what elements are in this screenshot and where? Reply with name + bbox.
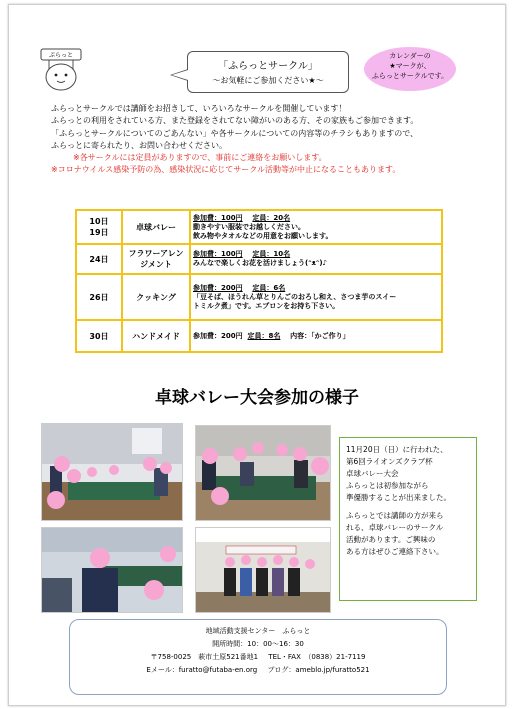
circle-name-cell: 卓球バレー	[122, 210, 190, 244]
tournament-photo-1	[41, 423, 183, 521]
bubble-title: 「ふらっとサークル」	[218, 61, 318, 72]
table-row	[76, 210, 442, 244]
calendar-note-line3: ふらっとサークルです。	[371, 72, 449, 80]
calendar-note-line2: ★マークが、	[389, 62, 431, 70]
report-line: 第6回ライオンズクラブ杯	[346, 457, 433, 466]
intro-text	[51, 103, 491, 177]
report-line: 活動があります。ご興味の	[346, 535, 436, 544]
calendar-note-line1: カレンダーの	[389, 52, 431, 60]
table-row	[76, 320, 442, 352]
mascot-illustration	[35, 43, 87, 93]
report-line: 卓球バレー大会	[346, 469, 399, 478]
report-line: ふらっとでは講師の方が来ら	[346, 511, 444, 520]
report-line: ふらっとは初参加ながら	[346, 481, 429, 490]
report-line: 準優勝することが出来ました。	[346, 493, 451, 502]
info-cell: 参加費：200円 定員：6名 「豆そば、ほうれん草とりんごのおろし和え、さつま芋のスイー トミルク煮」です。エプロンをお持ち下さい。	[190, 274, 442, 320]
date-cell: 30日	[76, 320, 122, 352]
section-heading: 卓球バレー大会参加の様子	[155, 388, 359, 408]
info-cell: 参加費：100円 定員：10名 みんなで楽しくお花を活けましょう(ᵔᴥᵔ)♪	[190, 244, 442, 274]
footer-blog[interactable]: ブログ：ameblo.jp/furatto521	[267, 666, 370, 674]
bubble-tail-inner	[172, 70, 188, 80]
footer-email[interactable]: Eメール：furatto@futaba-en.org	[146, 666, 258, 674]
intro-line: 「ふらっとサークルについてのごあんない」や各サークルについての内容等のチラシもありますので、	[51, 128, 419, 138]
tournament-photo-2	[195, 425, 331, 521]
footer-address	[70, 651, 446, 664]
date-cell: 10日 19日	[76, 210, 122, 244]
capacity-notice: ※各サークルには定員がありますので、事前にご連絡をお願いします。	[73, 153, 327, 163]
tournament-photo-3	[41, 527, 183, 613]
circle-name-cell: ハンドメイド	[122, 320, 190, 352]
footer-tel: TEL・FAX （0838）21-7119	[268, 653, 366, 661]
event-report	[339, 437, 477, 601]
intro-line: ふらっとの利用をされている方、また登録をされてない障がいのある方、その家族もご参加できます。	[51, 116, 419, 126]
report-line: ある方はぜひご連絡下さい。	[346, 547, 444, 556]
contact-footer	[69, 619, 447, 695]
footer-org: 地域活動支援センター ふらっと	[205, 627, 311, 635]
info-cell: 参加費：200円 定員：8名 内容：「かご作り」	[190, 320, 442, 352]
intro-line: ふらっとサークルでは講師をお招きして、いろいろなサークルを開催しています！	[51, 104, 347, 113]
date-cell: 26日	[76, 274, 122, 320]
circle-name-cell: フラワーアレン ジメント	[122, 244, 190, 274]
footer-postal: 〒758-0025 萩市土原521番地1	[150, 653, 259, 661]
footer-online	[70, 664, 446, 677]
intro-line: ふらっとに寄られたり、お問い合わせください。	[51, 140, 227, 150]
title-bubble	[187, 51, 349, 93]
circle-name-cell: クッキング	[122, 274, 190, 320]
calendar-note	[364, 47, 456, 91]
report-line: 11月20日（日）に行われた、	[346, 445, 448, 454]
bubble-subtitle: ～お気軽にご参加ください★～	[212, 76, 324, 85]
circle-schedule-table	[75, 209, 443, 353]
footer-hours: 開所時間：10：00～16：30	[212, 640, 304, 648]
table-row	[76, 274, 442, 320]
flyer-page	[8, 4, 506, 706]
mascot-sign-text: ぷらっと	[48, 52, 74, 59]
tournament-group-photo	[195, 527, 331, 613]
table-row	[76, 244, 442, 274]
report-line: れる、卓球バレーのサークル	[346, 523, 444, 532]
info-cell: 参加費：100円 定員：20名 動きやすい服装でお越しください。 飲み物やタオルなどの用意をお願いします。	[190, 210, 442, 244]
date-cell: 24日	[76, 244, 122, 274]
covid-notice: ※コロナウイルス感染予防の為、感染状況に応じてサークル活動等が中止になることもあります。	[51, 165, 401, 175]
